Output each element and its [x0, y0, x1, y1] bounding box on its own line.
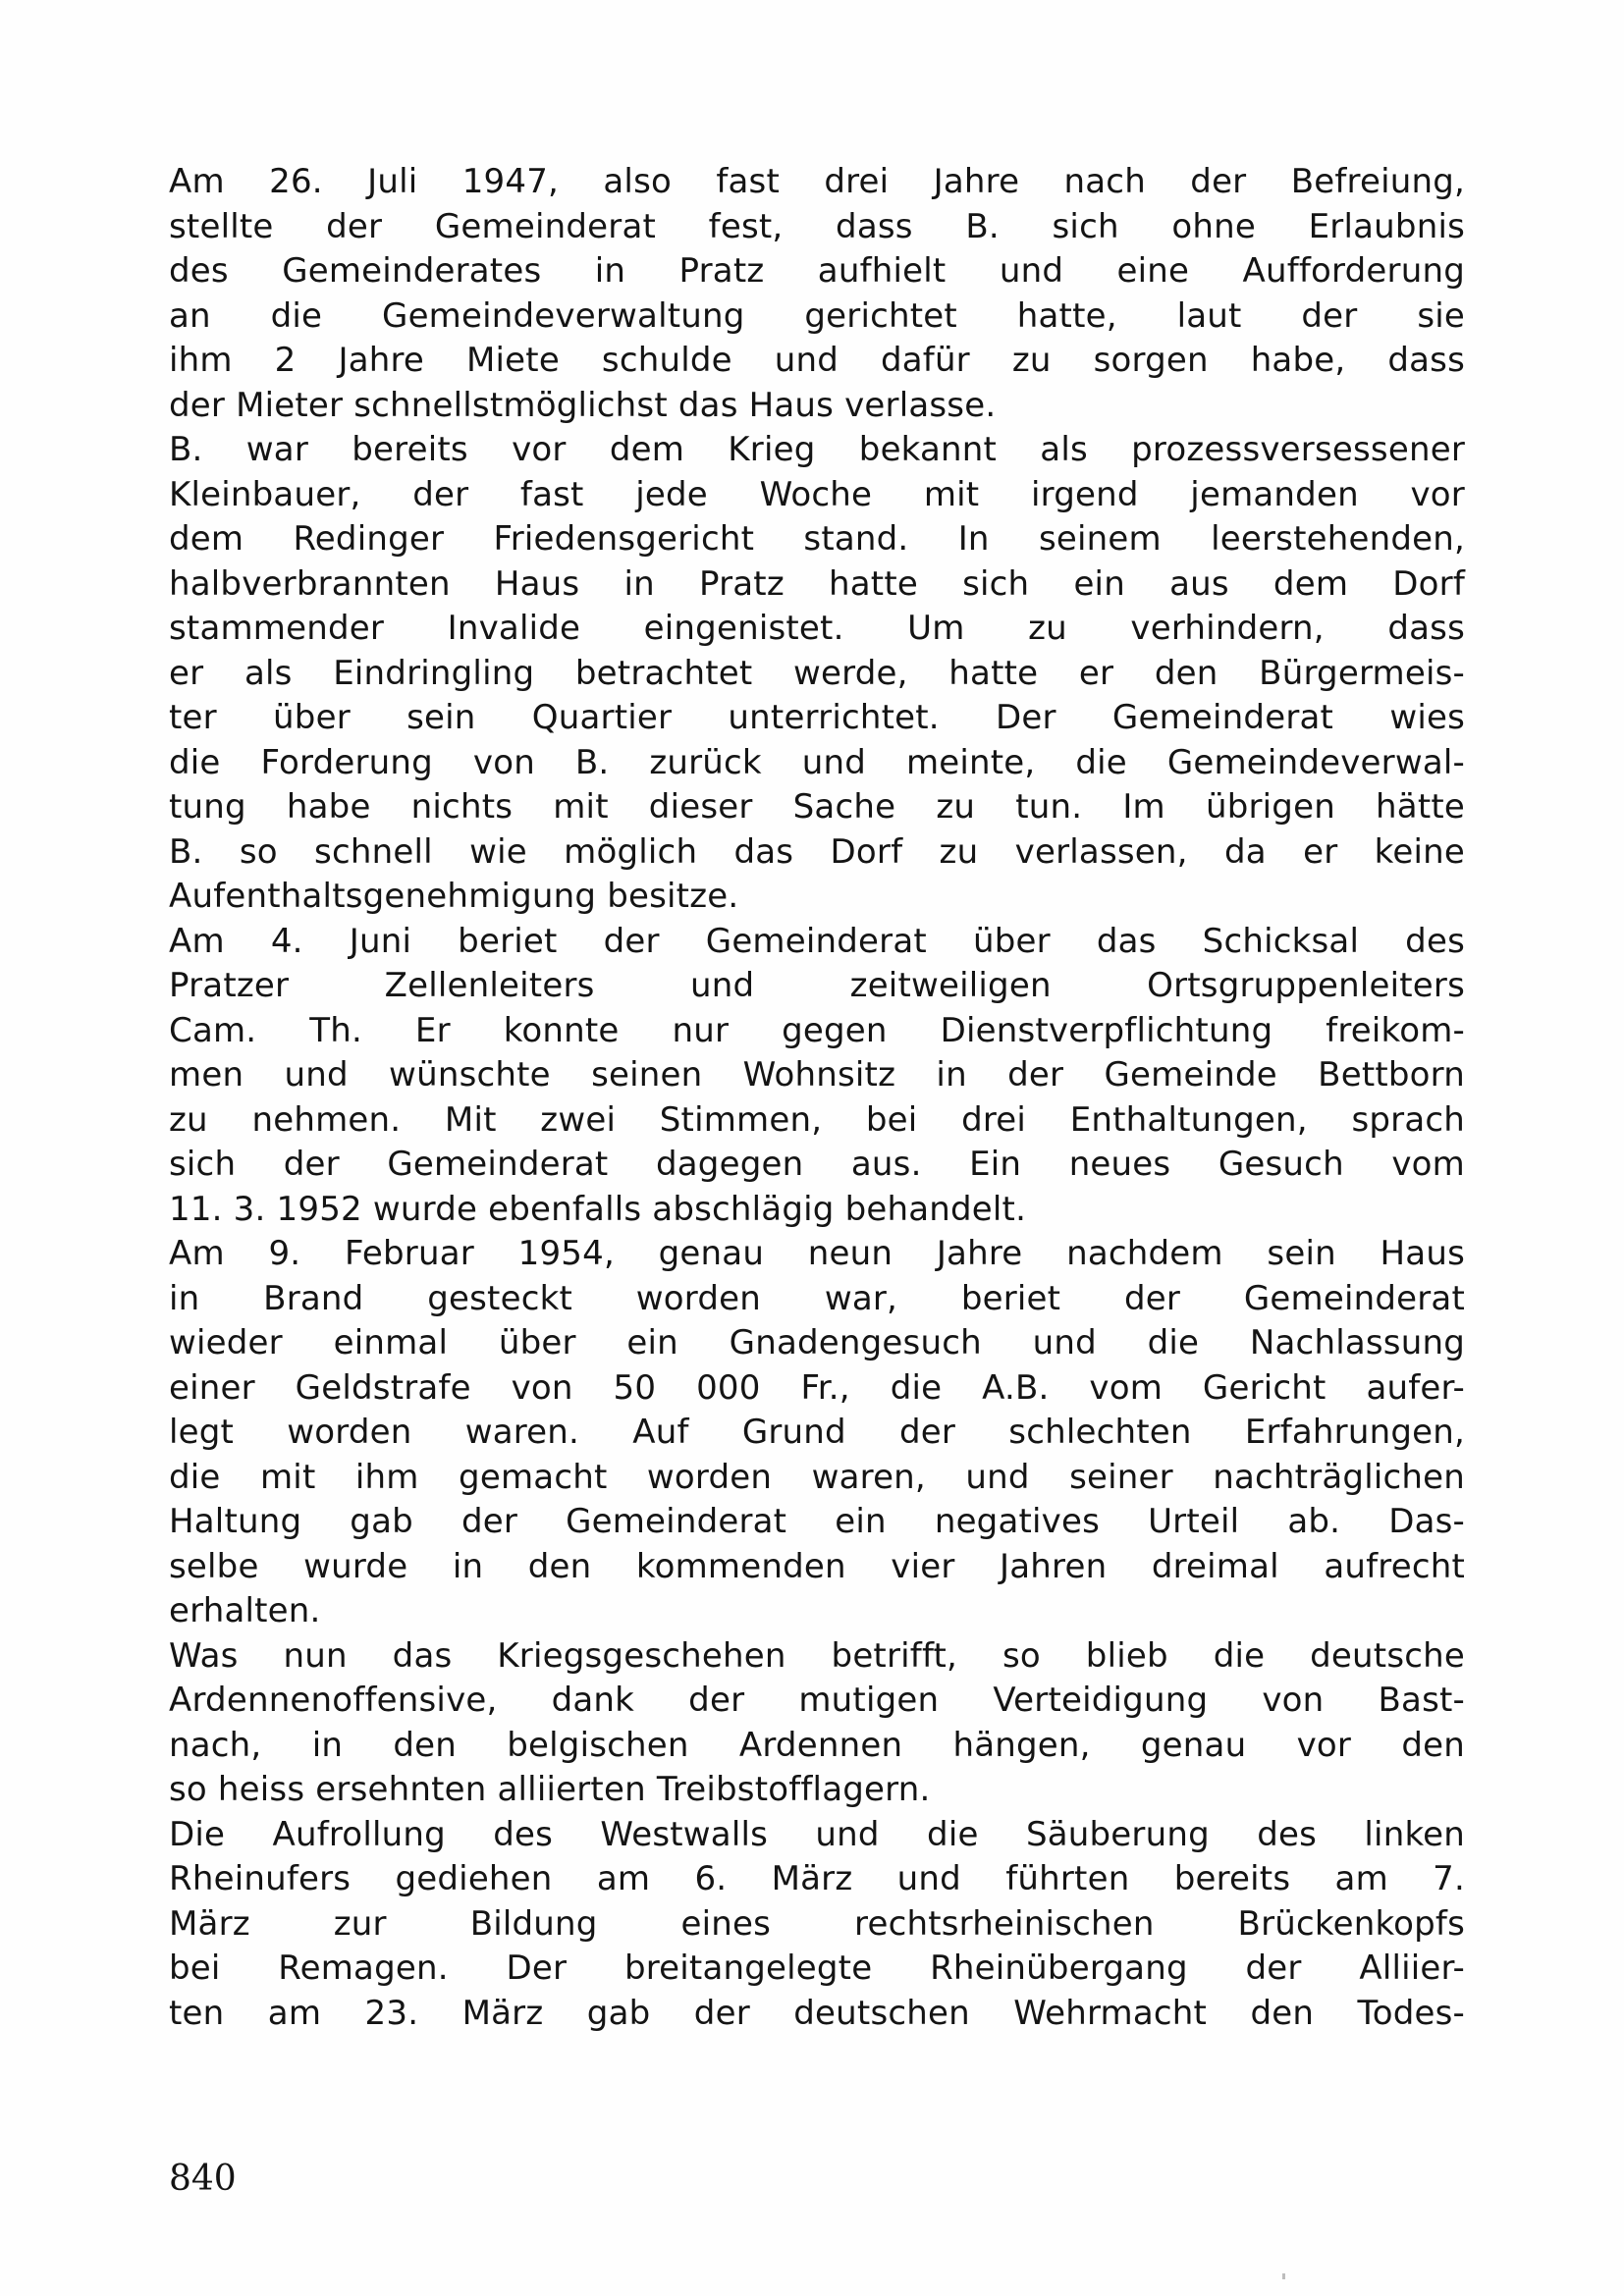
text-line: men und wünschte seinen Wohnsitz in der Gemeinde Bettborn — [169, 1055, 1465, 1095]
text-line: Aufenthaltsgenehmigung besitze. — [169, 877, 739, 916]
text-line: halbverbrannten Haus in Pratz hatte sich ein aus dem Dorf — [169, 563, 1465, 604]
text-line: B. so schnell wie möglich das Dorf zu verlassen, da er keine — [169, 831, 1465, 872]
text-line: nach, in den belgischen Ardennen hängen, genau vor den — [169, 1725, 1465, 1765]
text-line: Was nun das Kriegsgeschehen betrifft, so blieb die deutsche — [169, 1635, 1465, 1676]
text-line: ten am 23. März gab der deutschen Wehrmacht den Todes- — [169, 1993, 1465, 2033]
text-line: bei Remagen. Der breitangelegte Rheinübergang der Alliier- — [169, 1949, 1465, 1988]
text-line: zu nehmen. Mit zwei Stimmen, bei drei Enthaltungen, sprach — [169, 1099, 1465, 1140]
text-line: in Brand gesteckt worden war, beriet der Gemeinderat — [169, 1278, 1465, 1318]
text-line: Rheinufers gediehen am 6. März und führten bereits am 7. — [169, 1859, 1465, 1898]
text-line: ihm 2 Jahre Miete schulde und dafür zu sorgen habe, dass — [169, 341, 1465, 380]
text-line: einer Geldstrafe von 50 000 Fr., die A.B. vom Gericht aufer- — [169, 1367, 1465, 1408]
text-line: 11. 3. 1952 wurde ebenfalls abschlägig behandelt. — [169, 1189, 1027, 1229]
text-line: des Gemeinderates in Pratz aufhielt und eine Aufforderung — [169, 251, 1465, 291]
page-number: 840 — [169, 2159, 237, 2199]
text-line: Kleinbauer, der fast jede Woche mit irgend jemanden vor — [169, 474, 1465, 514]
text-line: tung habe nichts mit dieser Sache zu tun. Im übrigen hätte — [169, 787, 1465, 827]
body-text — [169, 160, 1465, 2036]
text-line: erhalten. — [169, 1591, 321, 1630]
text-line: er als Eindringling betrachtet werde, hatte er den Bürgermeis- — [169, 653, 1465, 693]
text-line: wieder einmal über ein Gnadengesuch und die Nachlassung — [169, 1323, 1465, 1362]
text-line: der Mieter schnellstmöglichst das Haus verlasse. — [169, 385, 997, 425]
text-line: Die Aufrollung des Westwalls und die Säuberung des linken — [169, 1814, 1465, 1854]
text-line: dem Redinger Friedensgericht stand. In seinem leerstehenden, — [169, 519, 1465, 559]
text-line: selbe wurde in den kommenden vier Jahren dreimal aufrecht — [169, 1546, 1465, 1586]
text-line: Cam. Th. Er konnte nur gegen Dienstverpflichtung freikom- — [169, 1010, 1465, 1050]
text-line: Pratzer Zellenleiters und zeitweiligen Ortsgruppenleiters — [169, 966, 1465, 1005]
text-line: Ardennenoffensive, dank der mutigen Verteidigung von Bast- — [169, 1681, 1465, 1720]
text-line: stammender Invalide eingenistet. Um zu verhindern, dass — [169, 609, 1465, 648]
text-line: an die Gemeindeverwaltung gerichtet hatte, laut der sie — [169, 295, 1465, 336]
text-line: Am 9. Februar 1954, genau neun Jahre nachdem sein Haus — [169, 1234, 1465, 1273]
text-line: Am 4. Juni beriet der Gemeinderat über das Schicksal des — [169, 921, 1465, 961]
text-line: stellte der Gemeinderat fest, dass B. sich ohne Erlaubnis — [169, 206, 1465, 246]
text-line: legt worden waren. Auf Grund der schlechten Erfahrungen, — [169, 1413, 1465, 1452]
text-line: ter über sein Quartier unterrichtet. Der Gemeinderat wies — [169, 698, 1465, 737]
text-line: Am 26. Juli 1947, also fast drei Jahre nach der Befreiung, — [169, 162, 1465, 201]
text-line: so heiss ersehnten alliierten Treibstofflagern. — [169, 1770, 931, 1809]
text-line: Haltung gab der Gemeinderat ein negatives Urteil ab. Das- — [169, 1502, 1465, 1541]
text-line: sich der Gemeinderat dagegen aus. Ein neues Gesuch vom — [169, 1145, 1465, 1184]
scan-speck — [1282, 2273, 1285, 2279]
text-line: März zur Bildung eines rechtsrheinischen Brückenkopfs — [169, 1903, 1465, 1944]
text-line: die mit ihm gemacht worden waren, und seiner nachträglichen — [169, 1457, 1465, 1497]
text-line: die Forderung von B. zurück und meinte, die Gemeindeverwal- — [169, 742, 1465, 782]
text-line: B. war bereits vor dem Krieg bekannt als prozessversessener — [169, 430, 1465, 469]
